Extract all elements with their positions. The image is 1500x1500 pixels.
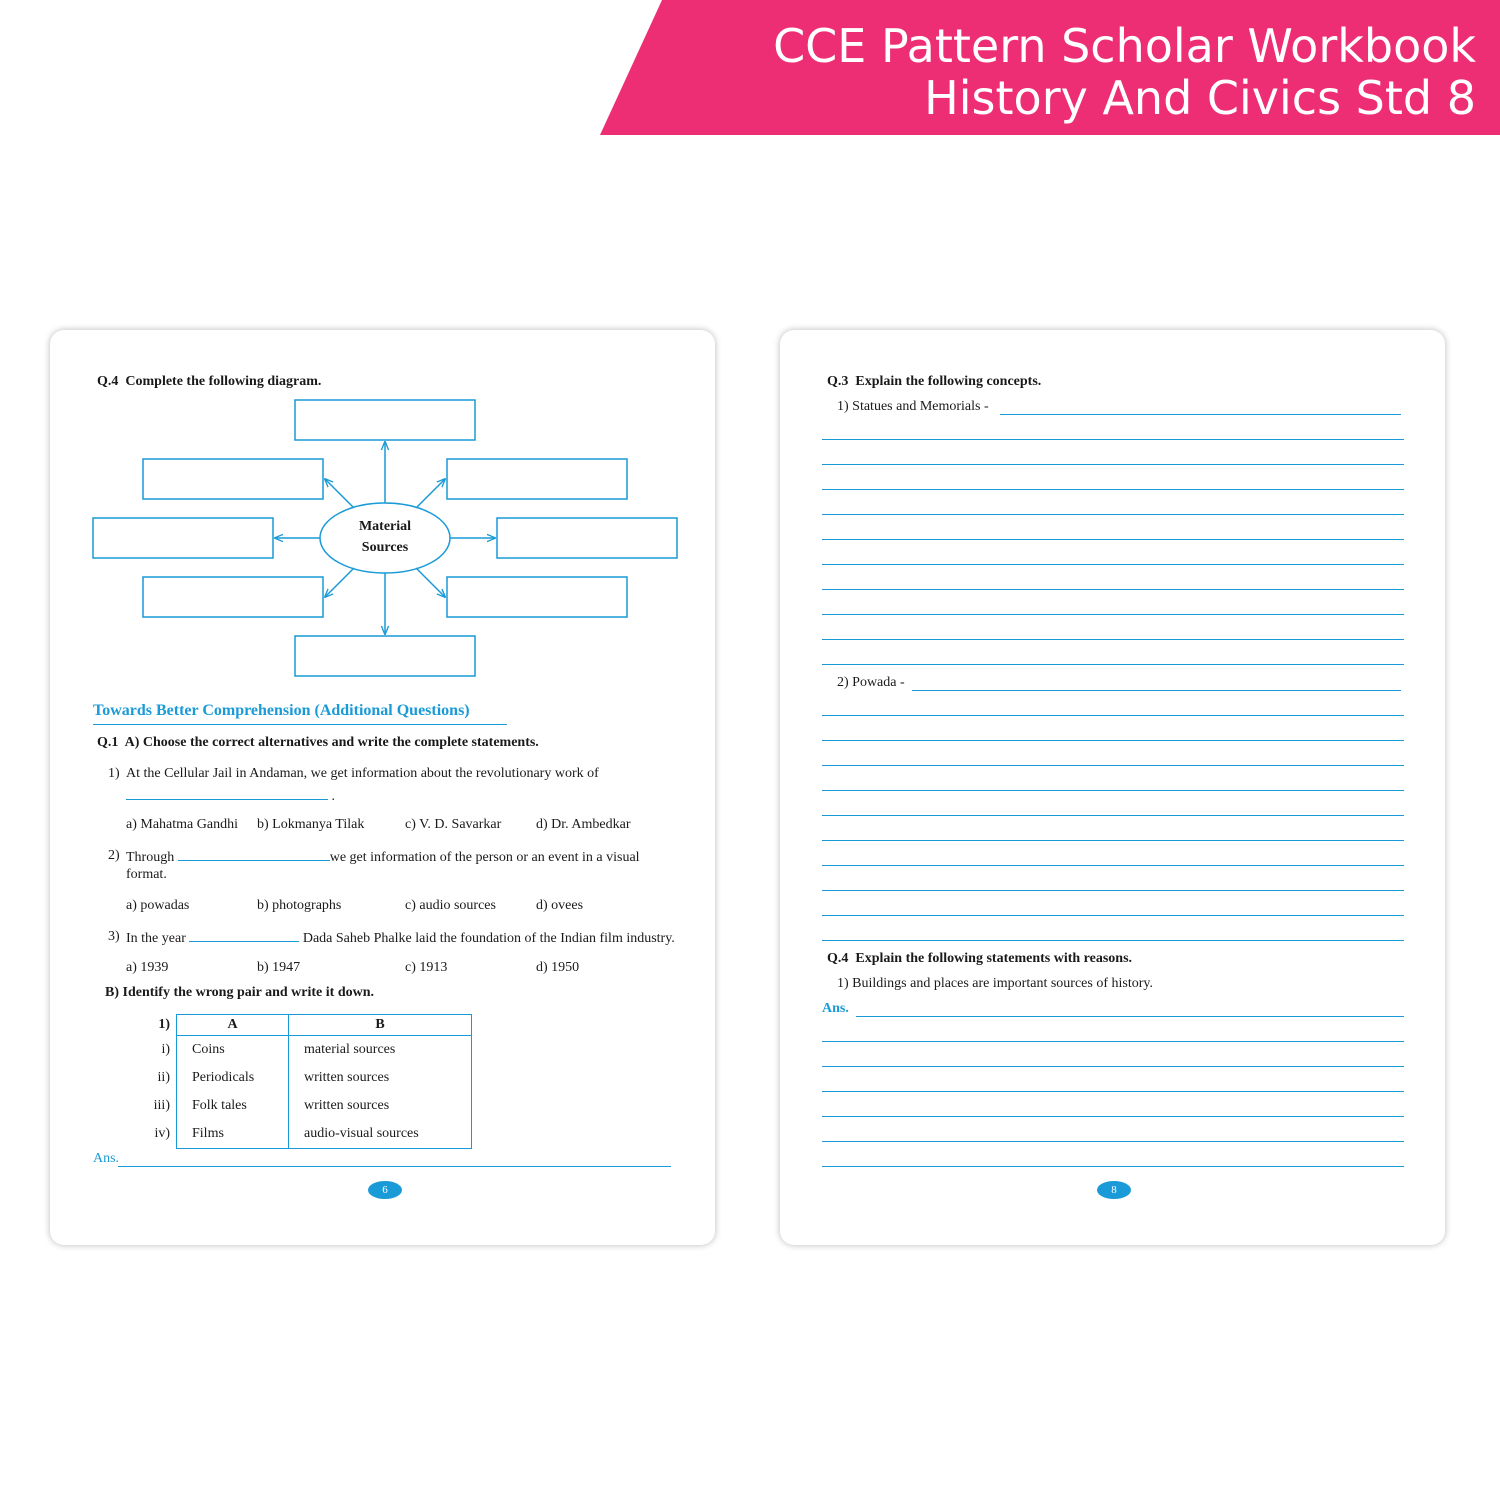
item-2-continuation: format.: [126, 867, 167, 882]
writing-line[interactable]: [822, 589, 1404, 590]
table-row: [127, 1036, 472, 1065]
item-3-option-a: a) 1939: [126, 960, 169, 975]
q4-reasons-title: Explain the following statements with reasons.: [855, 951, 1133, 966]
banner-title-line2: History And Civics Std 8: [924, 71, 1476, 125]
diagram-box-right: [497, 518, 677, 558]
item-1-option-c: c) V. D. Savarkar: [405, 817, 502, 832]
q4-title: Complete the following diagram.: [125, 374, 322, 389]
item-2-line: [126, 848, 640, 866]
concept-1-first-line[interactable]: [1000, 414, 1401, 415]
writing-line[interactable]: [856, 1016, 1404, 1017]
workbook-page-8: [780, 330, 1445, 1245]
writing-line[interactable]: [822, 715, 1404, 716]
diagram-center-label-2: Sources: [361, 540, 409, 555]
part-b-heading: B) Identify the wrong pair and write it down.: [105, 985, 375, 1000]
title-banner: [0, 0, 1500, 135]
writing-line[interactable]: [822, 639, 1404, 640]
table-cell-b: written sources: [289, 1092, 472, 1120]
q1-heading: [97, 735, 539, 751]
table-row-number: iv): [154, 1126, 170, 1142]
item-1-blank[interactable]: [126, 787, 328, 800]
page-number-badge: 8: [1097, 1181, 1131, 1199]
diagram-box-left: [93, 518, 273, 558]
section-heading-underline: [93, 724, 507, 725]
item-2-post: we get information of the person or an event in a visual: [329, 850, 640, 865]
writing-line[interactable]: [822, 1091, 1404, 1092]
writing-line[interactable]: [822, 840, 1404, 841]
item-2-number: 2): [108, 848, 120, 863]
table-cell-a: Periodicals: [177, 1064, 289, 1092]
writing-line[interactable]: [822, 1141, 1404, 1142]
concept-2-first-line[interactable]: [912, 690, 1401, 691]
writing-line[interactable]: [822, 940, 1404, 941]
table-row: [127, 1092, 472, 1120]
q4-reasons-number: Q.4: [827, 951, 849, 966]
answer-line[interactable]: [118, 1166, 671, 1167]
writing-line[interactable]: [822, 539, 1404, 540]
writing-line[interactable]: [822, 664, 1404, 665]
table-row: [127, 1120, 472, 1149]
banner-title-line1: CCE Pattern Scholar Workbook: [773, 19, 1476, 73]
concept-2-label: 2) Powada -: [837, 675, 905, 690]
arrow-lower-left: [325, 568, 354, 597]
writing-line[interactable]: [822, 1116, 1404, 1117]
item-3-line: [126, 929, 675, 947]
item-3-option-c: c) 1913: [405, 960, 448, 975]
item-2-blank[interactable]: [178, 848, 330, 861]
item-1-option-b: b) Lokmanya Tilak: [257, 817, 365, 832]
item-3-option-b: b) 1947: [257, 960, 301, 975]
table-row-number: i): [161, 1041, 170, 1057]
item-3-blank[interactable]: [189, 929, 299, 942]
writing-line[interactable]: [822, 790, 1404, 791]
writing-line[interactable]: [822, 1166, 1404, 1167]
item-2-option-a: a) powadas: [126, 898, 190, 913]
item-3-number: 3): [108, 929, 120, 944]
table-cell-b: material sources: [289, 1036, 472, 1065]
statement-1: 1) Buildings and places are important sources of history.: [837, 976, 1153, 991]
table-cell-a: Coins: [177, 1036, 289, 1065]
writing-line[interactable]: [822, 740, 1404, 741]
section-heading: Towards Better Comprehension (Additional Questions): [93, 702, 470, 719]
answer-label: Ans.: [93, 1151, 120, 1166]
diagram-box-top: [295, 400, 475, 440]
table-cell-b: audio-visual sources: [289, 1120, 472, 1149]
q3-title: Explain the following concepts.: [855, 374, 1042, 389]
diagram-box-upper-left: [143, 459, 323, 499]
writing-line[interactable]: [822, 514, 1404, 515]
item-1-answer-line: [126, 787, 335, 805]
writing-line[interactable]: [822, 1066, 1404, 1067]
diagram-box-bottom: [295, 636, 475, 676]
item-1-text: At the Cellular Jail in Andaman, we get information about the revolutionary work of: [126, 766, 599, 781]
writing-line[interactable]: [822, 614, 1404, 615]
item-1-option-d: d) Dr. Ambedkar: [536, 817, 631, 832]
writing-line[interactable]: [822, 865, 1404, 866]
diagram-center-label-1: Material: [358, 519, 412, 534]
concept-1-label: 1) Statues and Memorials -: [837, 399, 989, 414]
item-2-option-c: c) audio sources: [405, 898, 496, 913]
table-row: [127, 1064, 472, 1092]
arrow-upper-right: [416, 479, 445, 508]
item-3-post: Dada Saheb Phalke laid the foundation of the Indian film industry.: [302, 931, 675, 946]
diagram-box-upper-right: [447, 459, 627, 499]
q4-number: Q.4: [97, 374, 119, 389]
q3-number: Q.3: [827, 374, 849, 389]
table-label: 1): [158, 1017, 170, 1032]
q4-reasons-heading: [827, 951, 1132, 967]
table-cell-b: written sources: [289, 1064, 472, 1092]
item-3-pre: In the year: [126, 931, 186, 946]
q1-title: A) Choose the correct alternatives and write the complete statements.: [124, 735, 539, 750]
writing-line[interactable]: [822, 439, 1404, 440]
item-2-option-d: d) ovees: [536, 898, 584, 913]
diagram-center-ellipse: [320, 503, 450, 573]
writing-line[interactable]: [822, 915, 1404, 916]
wrong-pair-table: [127, 1014, 472, 1149]
item-2-option-b: b) photographs: [257, 898, 342, 913]
table-header-b: B: [289, 1015, 472, 1036]
writing-line[interactable]: [822, 564, 1404, 565]
answer-label: Ans.: [822, 1001, 849, 1016]
table-cell-a: Films: [177, 1120, 289, 1149]
writing-line[interactable]: [822, 765, 1404, 766]
item-1-number: 1): [108, 766, 120, 781]
arrow-lower-right: [416, 568, 445, 597]
item-1-option-a: a) Mahatma Gandhi: [126, 817, 238, 832]
q1-number: Q.1: [97, 735, 119, 750]
item-3-option-d: d) 1950: [536, 960, 580, 975]
page-number-badge: 6: [368, 1181, 402, 1199]
writing-line[interactable]: [822, 1041, 1404, 1042]
item-2-pre: Through: [126, 850, 175, 865]
table-header-a: A: [177, 1015, 289, 1036]
table-row-number: iii): [153, 1098, 170, 1113]
arrow-upper-left: [325, 479, 354, 508]
table-row-number: ii): [157, 1070, 170, 1085]
workbook-page-6: [50, 330, 715, 1245]
writing-line[interactable]: [822, 464, 1404, 465]
diagram-box-lower-right: [447, 577, 627, 617]
writing-line[interactable]: [822, 489, 1404, 490]
table-cell-a: Folk tales: [177, 1092, 289, 1120]
q3-heading: [827, 374, 1041, 390]
material-sources-diagram: [50, 330, 715, 690]
writing-line[interactable]: [822, 815, 1404, 816]
item-1-tail: .: [331, 789, 335, 804]
writing-line[interactable]: [822, 890, 1404, 891]
table-header-row: [127, 1015, 472, 1036]
diagram-box-lower-left: [143, 577, 323, 617]
